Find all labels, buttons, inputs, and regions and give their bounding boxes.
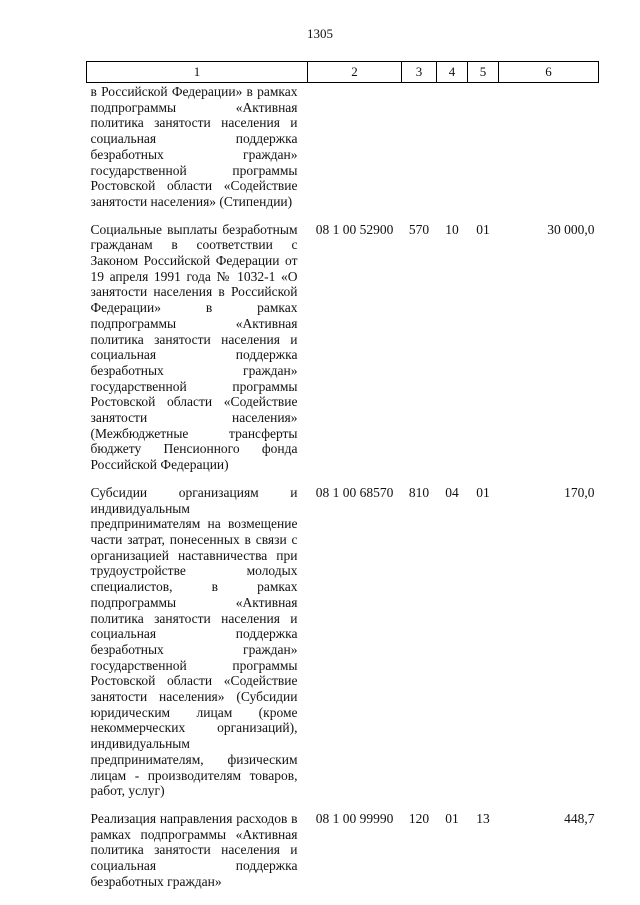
row-subsection: 01 [476, 221, 490, 237]
row-expense-type [402, 83, 437, 210]
row-amount: 170,0 [564, 484, 595, 500]
table-row [87, 473, 599, 799]
row-expense-type: 120 [408, 810, 430, 826]
row-code: 08 1 00 52900 [315, 221, 394, 237]
row-description: Субсидии организациям и индивидуальным предпринимателям на возмещение части затрат, понесенных в связи с организацией наставничества при трудоустройстве молодых специалистов, в рамках подпрограммы «Активная политика занятости населения и социальная поддержка безработных граждан» государственной программы Ростовской области «Содействие занятости населения» (Субсидии юридическим лицам (кроме некоммерческих организаций), индивидуальным предпринимателям, физическим лицам - производителям товаров, работ, услуг) [90, 484, 298, 799]
header-row [87, 62, 599, 83]
row-subsection: 01 [476, 484, 490, 500]
table-body [87, 83, 599, 890]
budget-table [86, 61, 599, 889]
row-amount: 30 000,0 [547, 221, 595, 237]
page-number: 1305 [307, 26, 333, 41]
table-row [87, 83, 599, 210]
column-header-4: 4 [437, 62, 468, 83]
row-expense-type: 570 [408, 221, 430, 237]
row-code: 08 1 00 68570 [315, 484, 394, 500]
row-section [437, 83, 468, 210]
row-subsection: 13 [476, 810, 490, 826]
row-section: 10 [445, 221, 459, 237]
row-section: 04 [445, 484, 459, 500]
row-amount: 448,7 [564, 810, 595, 826]
table-row [87, 799, 599, 890]
row-description: Социальные выплаты безработным гражданам в соответствии с Законом Российской Федерации от 19 апреля 1991 года № 1032-1 «О занятости населения в Российской Федерации» в рамках подпрограммы «Активная политика занятости населения и социальная поддержка безработных граждан» государственной программы Ростовской области «Содействие занятости населения» (Межбюджетные трансферты бюджету Пенсионного фонда Российской Федерации) [90, 221, 298, 473]
column-header-6: 6 [499, 62, 599, 83]
row-code: 08 1 00 99990 [315, 810, 394, 826]
column-header-2: 2 [308, 62, 402, 83]
row-subsection [468, 83, 499, 210]
row-description: Реализация направления расходов в рамках подпрограммы «Активная политика занятости населения и социальная поддержка безработных граждан» [90, 810, 298, 889]
table-row [87, 210, 599, 473]
table-header [87, 62, 599, 83]
row-expense-type: 810 [408, 484, 430, 500]
row-amount [499, 83, 599, 210]
column-header-5: 5 [468, 62, 499, 83]
row-section: 01 [445, 810, 459, 826]
column-header-3: 3 [402, 62, 437, 83]
row-code [308, 83, 402, 210]
column-header-1: 1 [87, 62, 308, 83]
row-description: в Российской Федерации» в рамках подпрограммы «Активная политика занятости населения и социальная поддержка безработных граждан» государственной программы Ростовской области «Содействие занятости населения» (Стипендии) [90, 84, 298, 209]
